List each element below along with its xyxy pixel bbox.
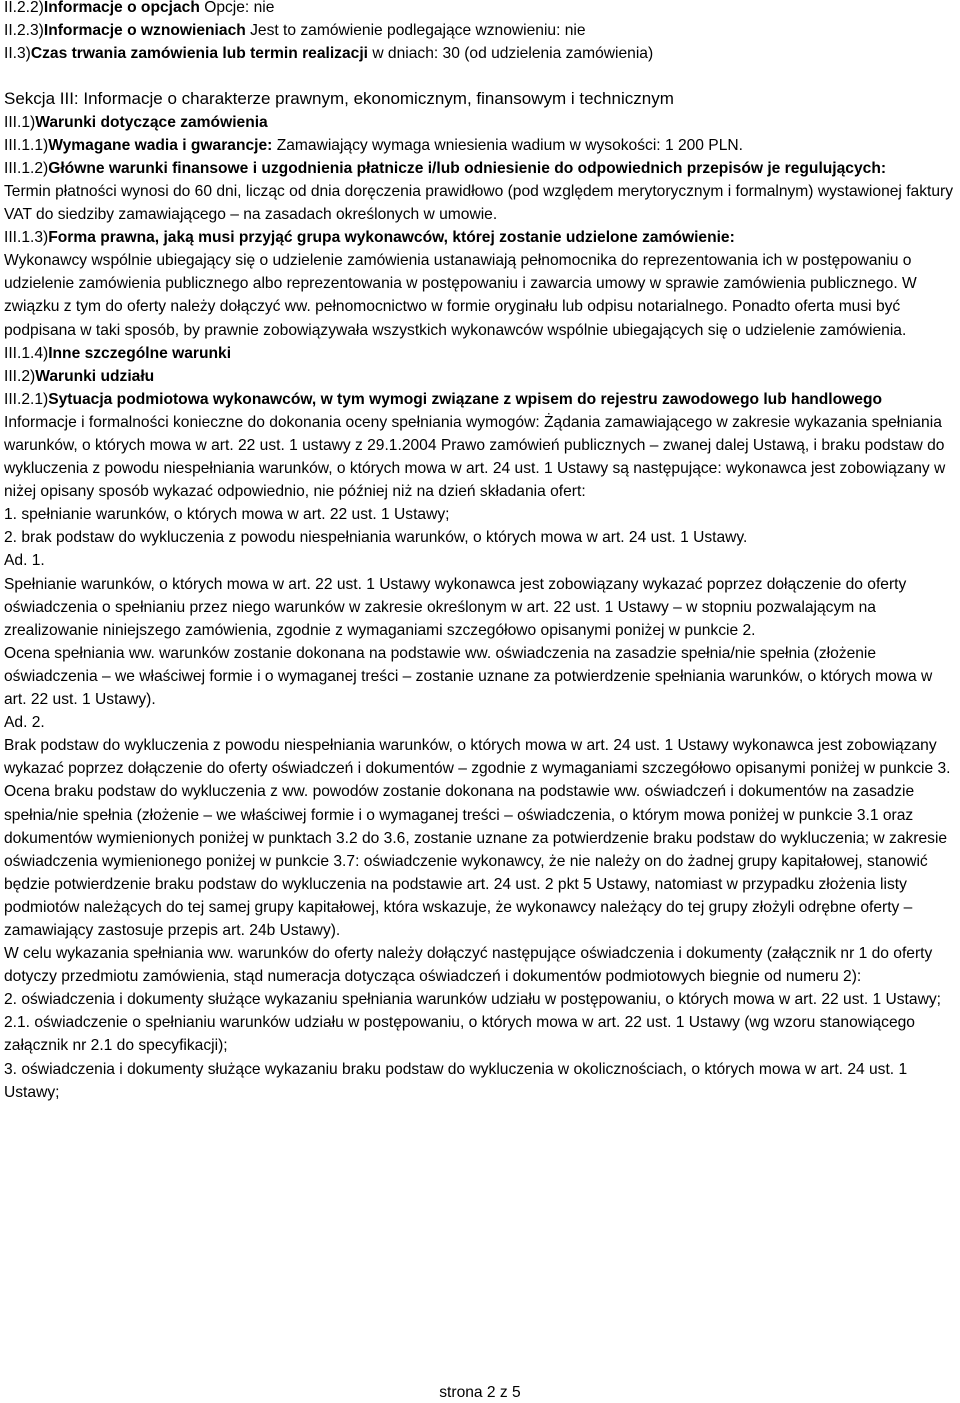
item-label: Warunki udziału	[35, 367, 155, 385]
paragraph: 2. oświadczenia i dokumenty służące wykazaniu spełniania warunków udziału w postępowaniu, o których mowa w art. 22 ust. 1 Ustawy;	[4, 991, 941, 1009]
item-iii13	[4, 226, 956, 249]
item-label: Warunki dotyczące zamówienia	[35, 113, 268, 131]
paragraph: 3. oświadczenia i dokumenty służące wykazaniu braku podstaw do wykluczenia w okolicznościach, o których mowa w art. 24 ust. 1 Ustawy;	[4, 1060, 908, 1101]
page-number: strona 2 z 5	[439, 1384, 521, 1401]
paragraph: Brak podstaw do wykluczenia z powodu niespełniania warunków, o których mowa w art. 24 ust. 1 Ustawy wykonawca jest zobowiązany wykazać poprzez dołączenie do oferty oświadczeń i dokumentów – zgodnie z wymaganiami szczegółowo opisanymi poniżej w punkcie 3.	[4, 737, 951, 778]
item-prefix: III.1.3)	[4, 229, 49, 247]
item-label: Informacje o wznowieniach	[43, 22, 246, 40]
item-label: Sytuacja podmiotowa wykonawców, w tym wymogi związane z wpisem do rejestru zawodowego lub handlowego	[48, 390, 883, 408]
item-prefix: II.2.2)	[4, 0, 44, 16]
item-prefix: II.2.3)	[4, 22, 44, 40]
paragraph: 2. brak podstaw do wykluczenia z powodu niespełniania warunków, o których mowa w art. 24 ust. 1 Ustawy.	[4, 529, 748, 547]
section-heading: Sekcja III: Informacje o charakterze prawnym, ekonomicznym, finansowym i technicznym	[4, 89, 674, 109]
item-label: Informacje o opcjach	[43, 0, 200, 16]
section-spacer	[4, 65, 956, 87]
paragraph: Spełnianie warunków, o których mowa w art. 22 ust. 1 Ustawy wykonawca jest zobowiązany wykazać poprzez dołączenie do oferty oświadczenia o spełnianiu przez niego warunków w zakresie określonym w art. 22 ust. 1 Ustawy – w stopniu pozwalającym na zrealizowanie niniejszego zamówienia, zgodnie z wymaganiami szczegółowo opisanymi poniżej w punkcie 2.	[4, 575, 907, 639]
item-iii21	[4, 388, 956, 411]
document-body	[4, 0, 956, 1104]
item-ii23	[4, 19, 956, 42]
item-prefix: III.1.4)	[4, 344, 49, 362]
paragraph: Informacje i formalności konieczne do dokonania oceny spełniania wymogów: Żądania zamawiającego w zakresie wykazania spełniania warunków, o których mowa w art. 22 ust. 1 ustawy z 29.1.2004 Prawo zamówień publicznych – zwanej dalej Ustawą, i braku podstaw do wykluczenia z powodu niespełniania warunków, o których mowa w art. 24 ust. 1 Ustawy są następujące: wykonawca jest zobowiązany w niżej opisany sposób wykazać odpowiednio, nie później niż na dzień składania ofert:	[4, 413, 946, 501]
item-iii2	[4, 365, 956, 388]
item-iii12	[4, 157, 956, 180]
item-value: w dniach: 30 (od udzielenia zamówienia)	[367, 45, 654, 63]
item-iii1	[4, 111, 956, 134]
item-value: Jest to zamówienie podlegające wznowieniu: nie	[245, 22, 586, 40]
paragraph: 1. spełnianie warunków, o których mowa w art. 22 ust. 1 Ustawy;	[4, 506, 450, 524]
paragraph: Ad. 2.	[4, 714, 45, 732]
item-label: Forma prawna, jaką musi przyjąć grupa wykonawców, której zostanie udzielone zamówienie:	[48, 229, 735, 247]
item-prefix: III.1.1)	[4, 136, 49, 154]
paragraph: Ocena braku podstaw do wykluczenia z ww. powodów zostanie dokonana na podstawie ww. oświadczeń i dokumentów na zasadzie spełnia/nie spełnia (złożenie – we właściwej formie i o wymaganej treści – oświadczenia, o którym mowa poniżej w punkcie 3.1 oraz dokumentów wymienionych poniżej w punktach 3.2 do 3.6, zostanie uznane za potwierdzenie braku podstaw do wykluczenia; w zakresie oświadczenia wymienionego poniżej w punkcie 3.7: oświadczenie wykonawcy, że nie należy on do żadnej grupy kapitałowej, stanowić będzie potwierdzenie braku podstaw do wykluczenia na podstawie art. 24 ust. 2 pkt 5 Ustawy, natomiast w przypadku złożenia listy podmiotów należących do tej samej grupy kapitałowej, która wskazuje, że wykonawcy należący do tej grupy złożyli odrębne oferty – zamawiający zastosuje przepis art. 24b Ustawy).	[4, 783, 948, 939]
item-label: Główne warunki finansowe i uzgodnienia płatnicze i/lub odniesienie do odpowiednich przepisów je regulujących:	[48, 159, 887, 177]
paragraph: Ad. 1.	[4, 552, 45, 570]
item-iii12-body: Termin płatności wynosi do 60 dni, licząc od dnia doręczenia prawidłowo (pod względem merytorycznym i formalnym) wystawionej faktury VAT do siedziby zamawiającego – na zasadach określonych w umowie.	[4, 182, 954, 224]
item-iii14	[4, 342, 956, 365]
item-label: Czas trwania zamówienia lub termin realizacji	[30, 45, 368, 63]
item-prefix: III.2)	[4, 367, 36, 385]
item-prefix: III.2.1)	[4, 390, 49, 408]
item-prefix: III.1.2)	[4, 159, 49, 177]
item-iii13-body: Wykonawcy wspólnie ubiegający się o udzielenie zamówienia ustanawiają pełnomocnika do reprezentowania ich w postępowaniu o udzielenie zamówienia publicznego albo reprezentowania w postępowaniu i zawarcia umowy w sprawie zamówienia publicznego. W związku z tym do oferty należy dołączyć ww. pełnomocnictwo w formie oryginału lub odpisu notarialnego. Ponadto oferta musi być podpisana w taki sposób, by prawnie zobowiązywała wszystkich wykonawców wspólnie ubiegających się o udzielenie zamówienia.	[4, 252, 917, 339]
item-value: Opcje: nie	[199, 0, 275, 16]
item-ii3	[4, 42, 956, 65]
paragraph: W celu wykazania spełniania ww. warunków do oferty należy dołączyć następujące oświadczenia i dokumenty (załącznik nr 1 do oferty dotyczy przedmiotu zamówienia, stąd numeracja dotycząca oświadczeń i dokumentów podmiotowych biegnie od numeru 2):	[4, 945, 933, 986]
item-label: Wymagane wadia i gwarancje:	[48, 136, 273, 154]
item-value: Zamawiający wymaga wniesienia wadium w wysokości: 1 200 PLN.	[272, 136, 743, 154]
item-prefix: II.3)	[4, 45, 31, 63]
item-iii11	[4, 134, 956, 157]
item-prefix: III.1)	[4, 113, 36, 131]
paragraph: Ocena spełniania ww. warunków zostanie dokonana na podstawie ww. oświadczenia na zasadzie spełnia/nie spełnia (złożenie oświadczenia – we właściwej formie i o wymaganej treści – zostanie uznane za potwierdzenie spełniania warunków, o których mowa w art. 22 ust. 1 Ustawy).	[4, 644, 933, 709]
item-label: Inne szczególne warunki	[48, 344, 232, 362]
paragraph: 2.1. oświadczenie o spełnianiu warunków udziału w postępowaniu, o których mowa w art. 22 ust. 1 Ustawy (wg wzoru stanowiącego załącznik nr 2.1 do specyfikacji);	[4, 1014, 915, 1055]
item-ii22	[4, 0, 956, 19]
